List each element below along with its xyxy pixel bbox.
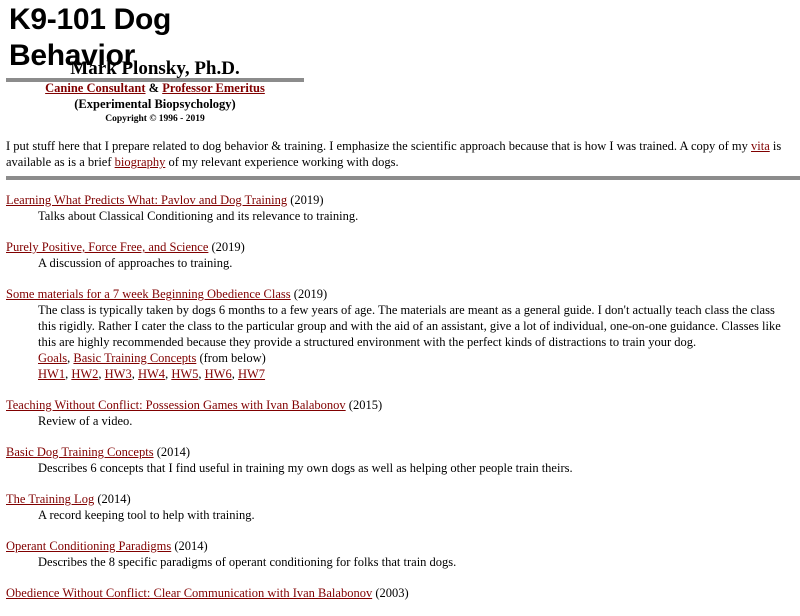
entry-title-link[interactable]: Operant Conditioning Paradigms (6, 539, 172, 553)
entry-title-link[interactable]: Some materials for a 7 week Beginning Obedience Class (6, 287, 291, 301)
entry-title-link[interactable]: Obedience Without Conflict: Clear Communication with Ivan Balabonov (6, 586, 373, 600)
hw7-link[interactable]: HW7 (237, 367, 266, 381)
entry-description: A record keeping tool to help with training. (38, 508, 255, 522)
class-materials-links: Goals, Basic Training Concepts (from below) (38, 351, 266, 365)
article-list (6, 192, 796, 616)
hw1-link[interactable]: HW1 (38, 367, 66, 381)
entry-description (6, 302, 796, 382)
entry-description: Review of a video. (38, 414, 133, 428)
intro-paragraph (6, 138, 796, 170)
list-item (6, 585, 796, 601)
list-item (6, 239, 796, 271)
list-item (6, 397, 796, 429)
list-item (6, 491, 796, 523)
entry-title-link[interactable]: Teaching Without Conflict: Possession Games with Ivan Balabonov (6, 398, 346, 412)
list-item (6, 192, 796, 224)
site-title: K9-101 Dog Behavior (9, 3, 172, 72)
hw6-link[interactable]: HW6 (204, 367, 232, 381)
author-name: Mark Plonsky, Ph.D. (70, 58, 240, 79)
entry-year: (2014) (94, 492, 131, 506)
professor-emeritus-link[interactable]: Professor Emeritus (162, 81, 265, 95)
copyright-notice: Copyright © 1996 - 2019 (105, 114, 205, 124)
list-item (6, 444, 796, 476)
author-field: (Experimental Biopsychology) (74, 97, 236, 111)
roles-ampersand: & (145, 81, 163, 95)
biography-link[interactable]: biography (114, 155, 166, 169)
intro-text-a: I put stuff here that I prepare related to dog behavior & training. I emphasize the scientific approach because that is how I was trained. A copy of my (6, 139, 752, 153)
author-roles (6, 80, 304, 96)
entry-description: Describes the 8 specific paradigms of operant conditioning for folks that train dogs. (38, 555, 457, 569)
hw3-link[interactable]: HW3 (104, 367, 132, 381)
list-item (6, 286, 796, 382)
entry-title-link[interactable]: The Training Log (6, 492, 95, 506)
concepts-note: (from below) (196, 351, 266, 365)
section-divider (6, 176, 800, 180)
list-item (6, 538, 796, 570)
entry-description-text: The class is typically taken by dogs 6 months to a few years of age. The materials are meant as a general guide. I don't actually teach class the class this rigidly. Rather I cater the class to the particular group and with the aid of an assistant, give a lot of individual, one-on-one guidance. Classes like this are highly recommended because they provide a structured environment with the perfect kinds of distractions to train your dog. (38, 303, 781, 349)
entry-year: (2019) (287, 193, 324, 207)
entry-description: Describes 6 concepts that I find useful in training my own dogs as well as helping other people train theirs. (38, 461, 573, 475)
vita-link[interactable]: vita (751, 139, 770, 153)
entry-title-link[interactable]: Purely Positive, Force Free, and Science (6, 240, 209, 254)
homework-links: HW1, HW2, HW3, HW4, HW5, HW6, HW7 (38, 367, 266, 381)
entry-year: (2015) (345, 398, 383, 412)
canine-consultant-link[interactable]: Canine Consultant (45, 81, 146, 95)
basic-training-concepts-link[interactable]: Basic Training Concepts (73, 351, 197, 365)
entry-year: (2014) (153, 445, 191, 459)
entry-description: Talks about Classical Conditioning and its relevance to training. (38, 209, 359, 223)
intro-text-b: is available as is a brief (6, 139, 782, 169)
hw2-link[interactable]: HW2 (71, 367, 99, 381)
entry-title-link[interactable]: Learning What Predicts What: Pavlov and Dog Training (6, 193, 288, 207)
entry-year: (2003) (372, 586, 409, 600)
entry-title-link[interactable]: Basic Dog Training Concepts (6, 445, 154, 459)
hw5-link[interactable]: HW5 (171, 367, 199, 381)
goals-link[interactable]: Goals (38, 351, 68, 365)
entry-year: (2019) (290, 287, 328, 301)
hw4-link[interactable]: HW4 (137, 367, 166, 381)
author-block (6, 58, 304, 126)
entry-year: (2019) (208, 240, 245, 254)
entry-description: A discussion of approaches to training. (38, 256, 233, 270)
entry-year: (2014) (171, 539, 208, 553)
intro-text-c: of my relevant experience working with dogs. (165, 155, 399, 169)
